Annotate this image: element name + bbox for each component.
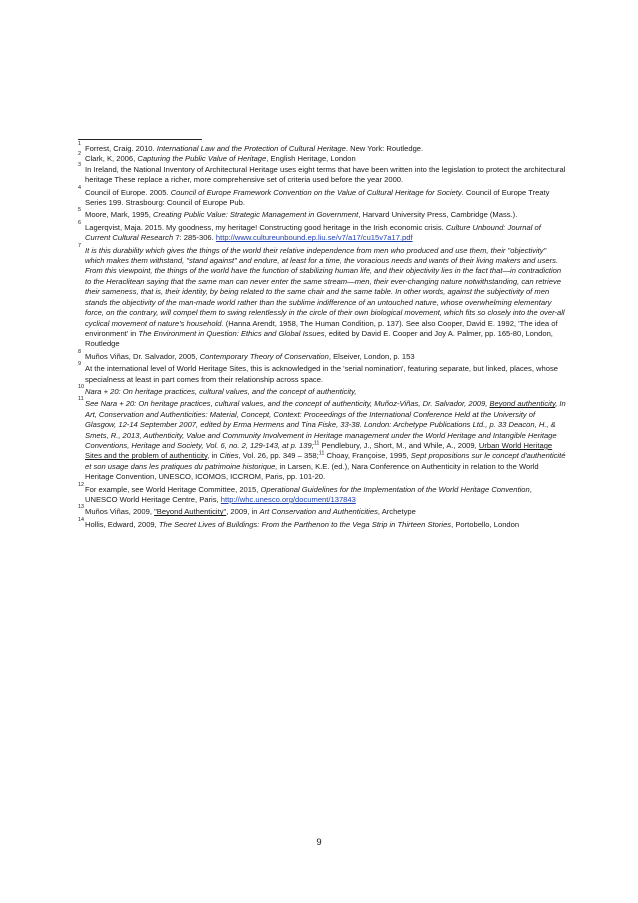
page-number: 9 (316, 837, 322, 848)
footnote-number: 6 (78, 219, 81, 226)
footnote-number: 12 (78, 481, 84, 488)
footnotes (78, 141, 566, 530)
footnote-number: 14 (78, 516, 84, 523)
footnote-number: 9 (78, 361, 81, 368)
footnote-number: 10 (78, 383, 84, 390)
footnote-underlined-title: Urban World Heritage Sites and the problem of authenticity (85, 440, 553, 461)
footnote-number: 11 (78, 396, 84, 403)
footnote-number: 3 (78, 161, 81, 168)
footnote-underlined-title: Beyond authenticity (489, 399, 556, 409)
footnote-number: 4 (78, 184, 81, 191)
footnote-10: 10 Nara + 20: On heritage practices, cultural values, and the concept of authenticity, (78, 383, 357, 396)
footnote-separator (78, 139, 202, 140)
footnote-11: 11 See Nara + 20: On heritage practices, cultural values, and the concept of authenticity, Muñoz-Viñas, Dr. Salvador, 2009, Beyond authenticity, In Art, Conservation and Authenticities: Material, Concept, Context: Proceedings of the International Conference Held at the University of Glasgow, 12-14 September 2007, edited by Erma Hermens and Tina Fiske, 33-38. London: Archetype Publications Ltd., p. 33 Deacon, H., & Smets, R., 2013, Authenticity, Value and Community Involvement in Heritage management under the World Heritage and Intangible Heritage Conventions, Heritage and Society, Vol. 6, no. 2, 129-143, at p. 139;$^{11}$ Pendlebury, J., Short, M., and While, A., 2009, Urban World Heritage Sites and the problem of authenticity, in Cities, Vol. 26, pp. 349 – 358;$^{11}$ Choay, Françoise, 1995, Sept propositions sur le concept d'authenticité et son usage dans les pratiques du patrimoine historique, in Larsen, K.E. (ed.), Nara Conference on Authenticity in relation to the World Heritage Convention, UNESCO, ICOMOS, ICCROM, Paris, pp. 101-20. (78, 396, 566, 482)
footnote-14: 14 Hollis, Edward, 2009, The Secret Lives of Buildings: From the Parthenon to the Vega Strip in Thirteen Stories, Portobello, London (78, 516, 520, 529)
footnote-8: 8 Muños Viñas, Dr. Salvador, 2005, Contemporary Theory of Conservation, Elseiver, London, p. 153 (78, 348, 415, 361)
footnote-underlined-title: "Beyond Authenticity" (154, 507, 227, 517)
footnote-4: 4 Council of Europe. 2005. Council of Europe Framework Convention on the Value of Cultural Heritage for Society. Council of Europe Treaty Series 199. Strasbourg: Council of Europe Pub. (78, 184, 550, 208)
footnote-3: 3 In Ireland, the National Inventory of Architectural Heritage uses eight terms that have been written into the legislation to protect the architectural heritage These replace a richer, more comprehensive set of criteria used before the year 2000. (78, 161, 566, 185)
footnote-ref-sup: 11 (318, 450, 325, 457)
footnote-ref-sup: 11 (313, 440, 320, 447)
footnote-6: 6 Lagerqvist, Maja. 2015. My goodness, my heritage! Constructing good heritage in the Irish economic crisis. Culture Unbound: Journal of Current Cultural Research 7: 285-306. http://www.cultureunbound.ep.liu.se/v7/a17/cu15v7a17.pdf (78, 219, 541, 243)
footnote-number: 8 (78, 348, 81, 355)
footnote-9: 9 At the international level of World Heritage Sites, this is acknowledged in the 'serial nomination', featuring separate, but linked, places, whose specialness at least in part comes from their relationship across space. (78, 361, 558, 384)
footnote-link[interactable]: http://www.cultureunbound.ep.liu.se/v7/a17/cu15v7a17.pdf (215, 233, 413, 243)
footnote-13: 13 Muños Viñas, 2009, "Beyond Authenticity", 2009, in Art Conservation and Authenticities, Archetype (78, 504, 416, 517)
footnote-number: 2 (78, 151, 81, 158)
footnote-number: 5 (78, 207, 81, 214)
footnote-5: 5 Moore, Mark, 1995, Creating Public Value: Strategic Management in Government, Harvard University Press, Cambridge (Mass.). (78, 207, 518, 220)
footnote-number: 7 (78, 242, 81, 249)
footnote-7: 7 It is this durability which gives the things of the world their relative independence from men who produced and use them, their "objectivity" which makes them withstand, "stand against" and endure, at least for a time, the voracious needs and wants of their living makers and users. From this viewpoint, the things of the world have the function of stabilizing human life, and their objectivity lies in the fact that—in contradiction to the Heraclitean saying that the same man can never enter the same stream—men, their ever-changing nature notwithstanding, can retrieve their sameness, that is, their identity, by being related to the same chair and the same table. In other words, against the subjectivity of men stands the objectivity of the man-made world rather than the sublime indifference of an untouched nature, whose overwhelming elementary force, on the contrary, will compel them to swing relentlessly in the circle of their own biological movement, which fits so closely into the over-all cyclical movement of nature's household. (Hanna Arendt, 1958, The Human Condition, p. 137). See also Cooper, David E. 1992, 'The idea of environment' in The Environment in Question: Ethics and Global Issues, edited by David E. Cooper and Joy A. Palmer, pp. 165-80, London, Routledge (78, 242, 565, 349)
footnote-link[interactable]: http://whc.unesco.org/document/137843 (220, 495, 356, 504)
footnote-2: 2 Clark, K, 2006, Capturing the Public Value of Heritage, English Heritage, London (78, 151, 356, 164)
footnote-number: 1 (78, 141, 81, 147)
footnote-number: 13 (78, 504, 84, 511)
footnote-1: 1 Forrest, Craig. 2010. International Law and the Protection of Cultural Heritage. New York: Routledge. (78, 141, 424, 153)
footnote-12: 12 For example, see World Heritage Committee, 2015, Operational Guidelines for the Implementation of the World Heritage Convention, UNESCO World Heritage Centre, Paris, http://whc.unesco.org/document/137843 (78, 481, 532, 504)
